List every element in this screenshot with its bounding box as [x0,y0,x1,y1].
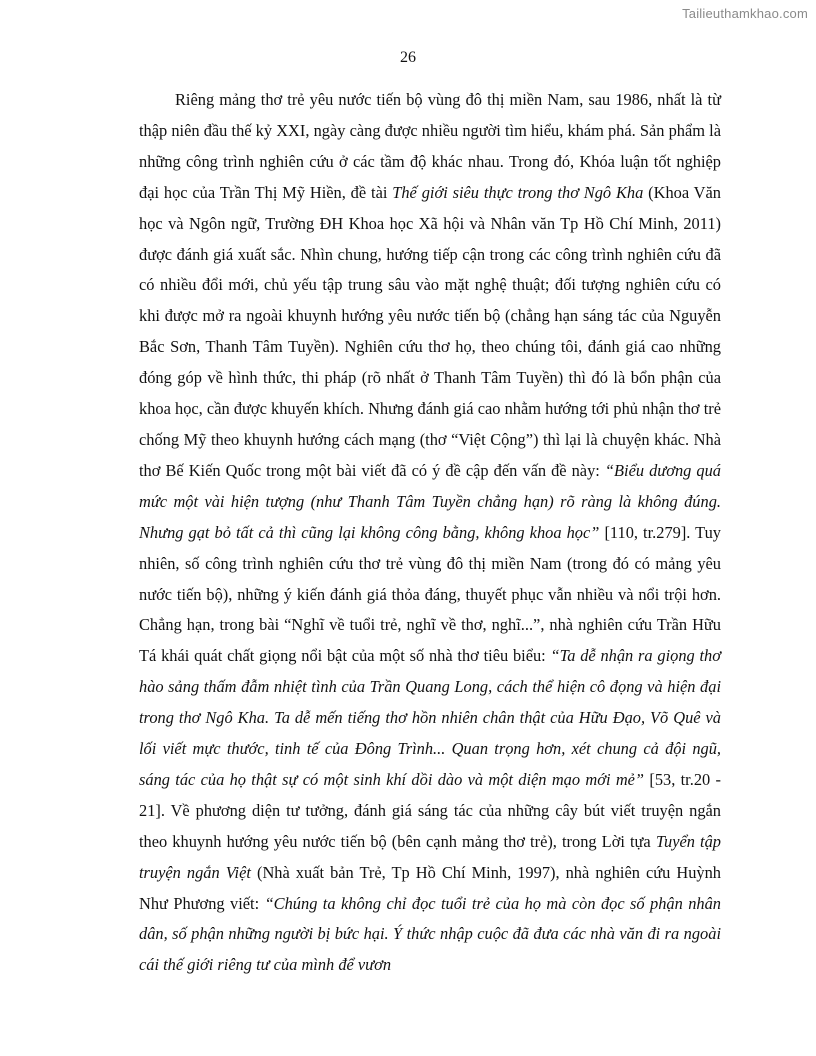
italic-quote-run: “Chúng ta không chỉ đọc tuổi trẻ của họ mà còn đọc số phận nhân dân, số phận những người bị bức hại. Ý thức nhập cuộc đã đưa các nhà văn đi ra ngoài cái thế giới riêng tư của mình để vươn [139,893,722,975]
italic-quote-run: “Biểu dương quá mức một vài hiện tượng (như Thanh Tâm Tuyền chẳng hạn) rõ ràng là không đúng. Nhưng gạt bỏ tất cả thì cũng lại không công bằng, không khoa học” [139,460,721,542]
body-paragraph [139,85,721,981]
italic-quote-run: Thế giới siêu thực trong thơ Ngô Kha [392,182,644,202]
text-run: (Nhà xuất bản Trẻ, Tp Hồ Chí Minh, 1997), nhà nghiên cứu Huỳnh Như Phương viết: [139,862,722,913]
text-run: [53, tr.20 - 21]. Về phương diện tư tưởng, đánh giá sáng tác của những cây bút viết truyện ngắn theo khuynh hướng yêu nước tiến bộ (bên cạnh mảng thơ trẻ), trong Lời tựa [139,769,721,851]
text-run: [110, tr.279]. Tuy nhiên, số công trình nghiên cứu thơ trẻ vùng đô thị miền Nam (trong đó có mảng yêu nước tiến bộ), những ý kiến đánh giá thỏa đáng, thuyết phục vẫn nhiều và nổi trội hơn. Chẳng hạn, trong bài “Nghĩ về tuổi trẻ, nghĩ về thơ, nghĩ...”, nhà nghiên cứu Trần Hữu Tá khái quát chất giọng nổi bật của một số nhà thơ tiêu biểu: [139,522,721,666]
text-run: Riêng mảng thơ trẻ yêu nước tiến bộ vùng đô thị miền Nam, sau 1986, nhất là từ thập niên đầu thế kỷ XXI, ngày càng được nhiều người tìm hiểu, khám phá. Sản phẩm là những công trình nghiên cứu ở các tầm độ khác nhau. Trong đó, Khóa luận tốt nghiệp đại học của Trần Thị Mỹ Hiền, đề tài [139,90,721,202]
watermark-text: Tailieuthamkhao.com [682,6,808,21]
italic-quote-run: “Ta dễ nhận ra giọng thơ hào sảng thấm đẫm nhiệt tình của Trần Quang Long, cách thể hiện cô đọng và hiện đại trong thơ Ngô Kha. Ta dễ mến tiếng thơ hồn nhiên chân thật của Hữu Đạo, Võ Quê và lối viết mực thước, tinh tế của Đông Trình... Quan trọng hơn, xét chung cả đội ngũ, sáng tác của họ thật sự có một sinh khí dồi dào và một diện mạo mới mẻ” [139,646,721,789]
text-run: (Khoa Văn học và Ngôn ngữ, Trường ĐH Khoa học Xã hội và Nhân văn Tp Hồ Chí Minh, 2011) được đánh giá xuất sắc. Nhìn chung, hướng tiếp cận trong các công trình nghiên cứu đã có nhiều đổi mới, chủ yếu tập trung sâu vào mặt nghệ thuật; đối tượng nghiên cứu có khi được mở ra ngoài khuynh hướng yêu nước tiến bộ (chẳng hạn sáng tác của Nguyễn Bắc Sơn, Thanh Tâm Tuyền). Nghiên cứu thơ họ, theo chúng tôi, đánh giá cao những đóng góp về hình thức, thi pháp (rõ nhất ở Thanh Tâm Tuyền) thì đó là bổn phận của khoa học, cần được khuyến khích. Nhưng đánh giá cao nhằm hướng tới phủ nhận thơ trẻ chống Mỹ theo khuynh hướng cách mạng (thơ “Việt Cộng”) thì lại là chuyện khác. Nhà thơ Bế Kiến Quốc trong một bài viết đã có ý đề cập đến vấn đề này: [139,182,721,480]
italic-quote-run: Tuyển tập truyện ngắn Việt [139,831,721,882]
page-number: 26 [400,49,416,66]
